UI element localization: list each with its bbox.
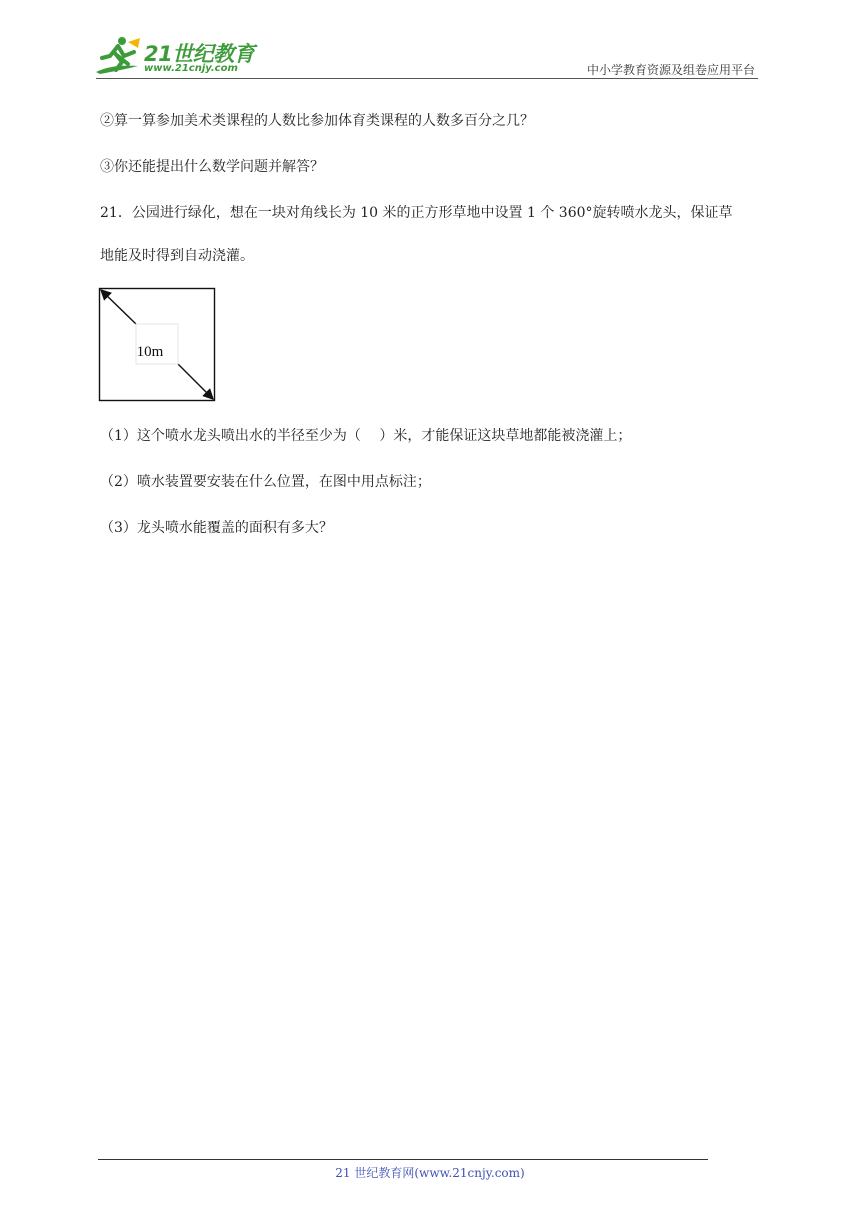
header-divider (96, 78, 758, 79)
diagonal-length-label: 10m (136, 344, 164, 360)
platform-title: 中小学教育资源及组卷应用平台 (586, 63, 755, 77)
sub-question-3: （3）龙头喷水能覆盖的面积有多大？ (100, 520, 333, 536)
question-21-line-2: 地能及时得到自动浇灌。 (100, 248, 254, 264)
square-diagram (98, 287, 218, 403)
footer-divider (98, 1159, 708, 1160)
sub-question-1: （1）这个喷水龙头喷出水的半径至少为（ ）米，才能保证这块草地都能被浇灌上； (100, 428, 632, 444)
runner-logo-icon (92, 34, 144, 78)
question-3: ③你还能提出什么数学问题并解答？ (100, 159, 324, 175)
page-header (0, 0, 860, 90)
question-21-line-1: 21．公园进行绿化，想在一块对角线长为 10 米的正方形草地中设置 1 个 360°旋转喷水龙头，保证草 (100, 205, 733, 221)
logo-main-text: 21世纪教育 (144, 42, 255, 66)
footer-link[interactable]: 21 世纪教育网(www.21cnjy.com) (335, 1166, 525, 1180)
logo-url-text: www.21cnjy.com (144, 63, 238, 74)
question-2: ②算一算参加美术类课程的人数比参加体育类课程的人数多百分之几？ (100, 113, 534, 129)
sub-question-2: （2）喷水装置要安装在什么位置，在图中用点标注； (100, 474, 431, 490)
site-logo (92, 34, 262, 78)
